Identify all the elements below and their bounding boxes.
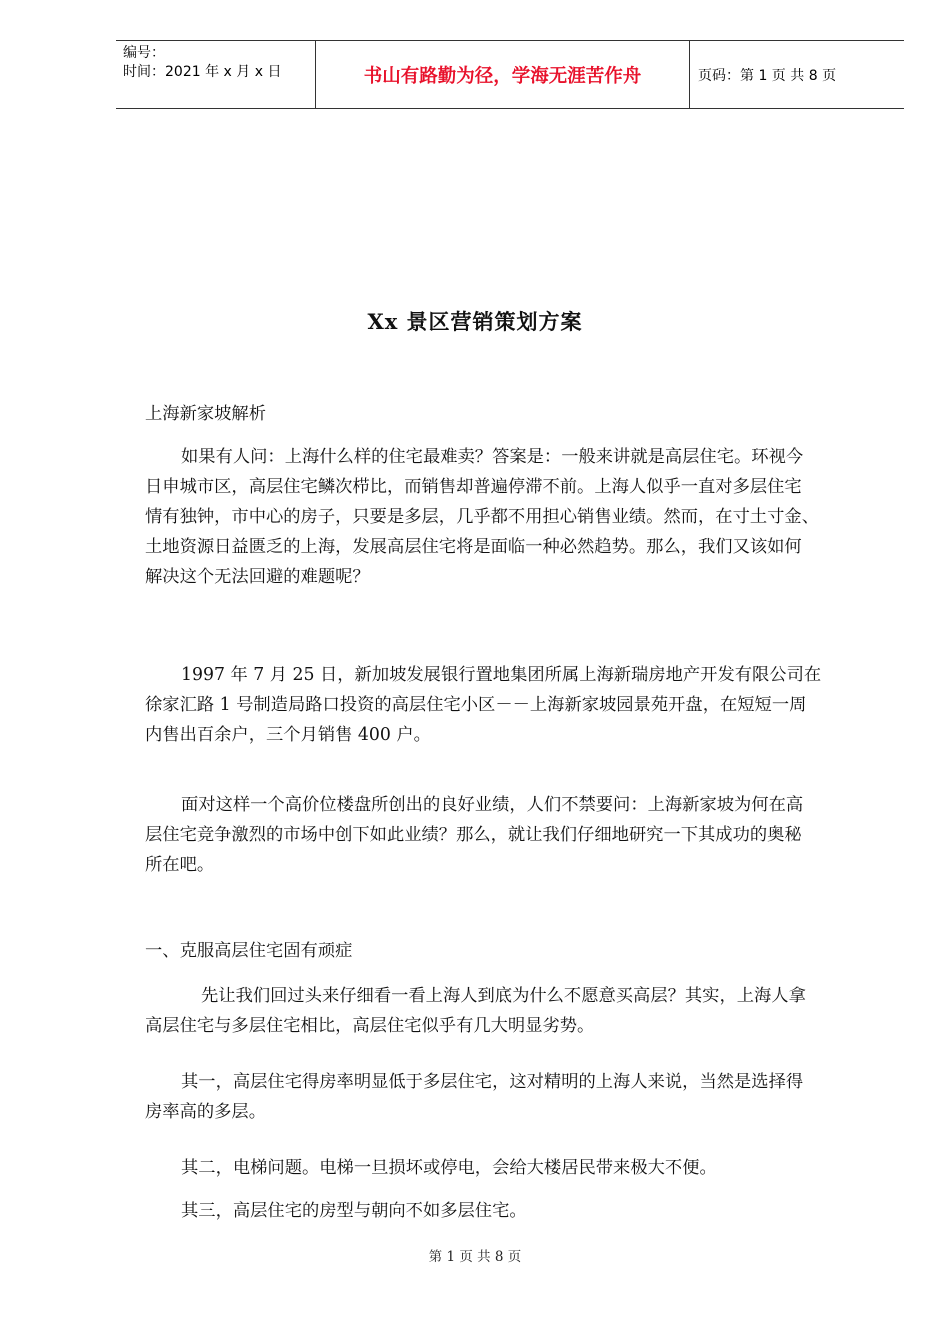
text-line: 土地资源日益匮乏的上海，发展高层住宅将是面临一种必然趋势。那么，我们又该如何 [145,537,802,557]
text-line: 解决这个无法回避的难题呢？ [145,567,370,587]
paragraph-3 [145,790,890,880]
text-line: 1997 年 7 月 25 日，新加坡发展银行置地集团所属上海新瑞房地产开发有限公司在 [181,665,822,685]
paragraph-4 [145,981,890,1041]
text-line: 情有独钟，市中心的房子，只要是多层，几乎都不用担心销售业绩。然而，在寸土寸金、 [145,507,819,527]
document-number-label: 编号： [123,45,165,61]
text-line: 其一，高层住宅得房率明显低于多层住宅，这对精明的上海人来说，当然是选择得 [181,1072,804,1092]
section-heading: 上海新家坡解析 [145,404,266,424]
text-line: 房率高的多层。 [145,1102,266,1122]
paragraph-6: 其二，电梯问题。电梯一旦损坏或停电，会给大楼居民带来极大不便。 [181,1158,717,1178]
text-line: 如果有人问：上海什么样的住宅最难卖？答案是：一般来讲就是高层住宅。环视今 [181,447,804,467]
paragraph-7: 其三，高层住宅的房型与朝向不如多层住宅。 [181,1201,527,1221]
page-footer: 第 1 页 共 8 页 [428,1249,522,1265]
text-line: 日申城市区，高层住宅鳞次栉比，而销售却普遍停滞不前。上海人似乎一直对多层住宅 [145,477,802,497]
paragraph-5 [145,1067,890,1127]
header-page-info: 页码：第 1 页 共 8 页 [698,67,837,84]
heading-1: 一、克服高层住宅固有顽症 [145,941,353,961]
text-line: 高层住宅与多层住宅相比，高层住宅似乎有几大明显劣势。 [145,1016,595,1036]
page-header [116,40,904,109]
text-line: 所在吧。 [145,855,215,875]
header-divider [689,41,690,108]
document-title: Xx 景区营销策划方案 [367,309,583,334]
header-motto: 书山有路勤为径，学海无涯苦作舟 [363,65,642,87]
text-line: 徐家汇路 1 号制造局路口投资的高层住宅小区－－上海新家坡园景苑开盘，在短短一周 [145,695,807,715]
document-time-label: 时间：2021 年 x 月 x 日 [123,64,282,80]
text-line: 面对这样一个高价位楼盘所创出的良好业绩，人们不禁要问：上海新家坡为何在高 [181,795,804,815]
paragraph-1 [145,442,890,592]
paragraph-2 [145,660,890,750]
header-meta [123,44,313,82]
text-line: 先让我们回过头来仔细看一看上海人到底为什么不愿意买高层？其实，上海人拿 [201,986,806,1006]
text-line: 内售出百余户，三个月销售 400 户。 [145,725,431,745]
text-line: 层住宅竞争激烈的市场中创下如此业绩？那么，就让我们仔细地研究一下其成功的奥秘 [145,825,802,845]
